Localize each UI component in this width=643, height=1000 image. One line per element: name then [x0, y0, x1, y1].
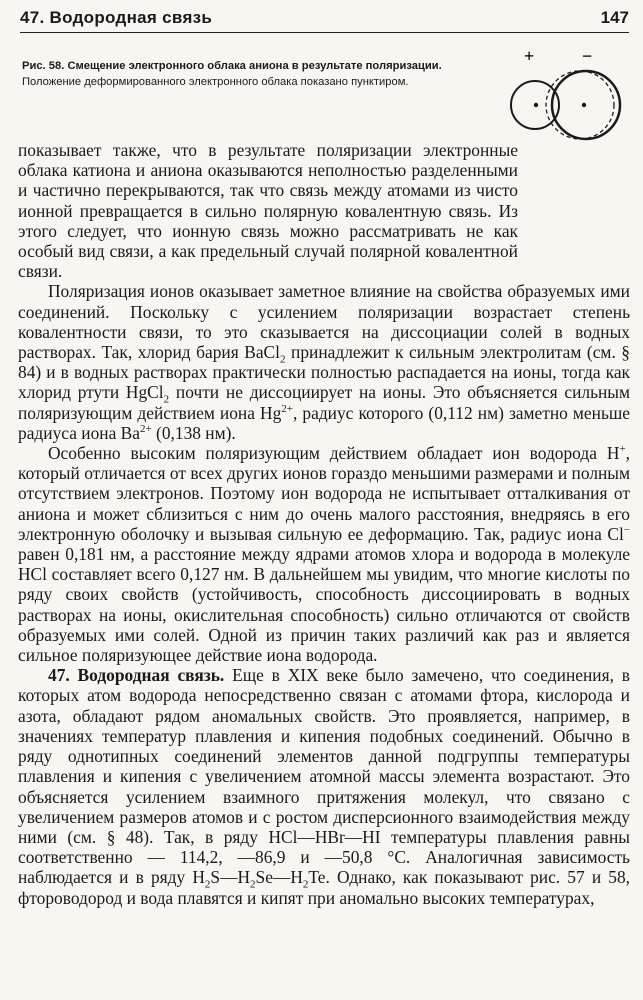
- caption-note: Положение деформированного электронного облака показано пунктиром.: [22, 75, 409, 88]
- body-text: [18, 140, 630, 908]
- section-title: 47. Водородная связь: [20, 8, 213, 27]
- deformed-cloud-dashed: [546, 71, 614, 139]
- paragraph-2: Поляризация ионов оказывает заметное влияние на свойства образуемых ими соединений. Поскольку с усилением поляризации возрастает степень ковалентности связи, то это сказывается на диссоциации солей в водных растворах. Так, хлорид бария BaCl$_2$ принадлежит к сильным электролитам (см. § 84) и в водных растворах практически полностью распадается на ионы, тогда как хлорид ртути HgCl$_2$ почти не диссоциирует на ионы. Это объясняется сильным поляризующим действием иона $Hg^{2+}$, радиус которого (0,112 нм) заметно меньше радиуса иона $Ba^{2+}$ (0,138 нм).: [18, 281, 631, 443]
- paragraph-3: Особенно высоким поляризующим действием обладает ион водорода H+, который отличается от всех других ионов гораздо меньшими размерами и полным отсутствием электронов. Поэтому ион водорода не испытывает отталкивания от аниона и может сблизиться с ним до очень малого расстояния, внедряясь в его электронную оболочку и вызывая сильную ее деформацию. Так, радиус иона Cl− равен 0,181 нм, а расстояние между ядрами атомов хлора и водорода в молекуле HCl составляет всего 0,127 нм. В дальнейшем мы увидим, что многие кислоты по ряду своих свойств (устойчивость, способность диссоциировать в водных растворах на ионы, окислительная способность) сильно отличаются от свойств образуемых ими солей. Одной из причин таких различий как раз и является сильное поляризующее действие иона водорода.: [18, 443, 630, 666]
- paragraph-4: 47. Водородная связь. Еще в XIX веке было замечено, что соединения, в которых атом водорода непосредственно связан с атомами фтора, кислорода и азота, обладают рядом аномальных свойств. Это проявляется, например, в значениях температур плавления и кипения подобных соединений. Обычно в ряду однотипных соединений элементов данной подгруппы температуры плавления и кипения с увеличением атомной массы элемента возрастают. Это объясняется усилением взаимного притяжения молекул, что связано с увеличением размеров атомов и с ростом дисперсионного взаимодействия между ними (см. § 48). Так, в ряду HCl—HBr—HI температуры плавления равны соответственно — 114,2, —86,9 и —50,8 °C. Аналогичная зависимость наблюдается и в ряду $H_2S—H_2Se—H_2Te$. Однако, как показывают рис. 57 и 58, фтороводород и вода плавятся и кипят при аномально высоких температурах,: [18, 665, 630, 908]
- section-heading: 47. Водородная связь.: [48, 665, 225, 686]
- cation-nucleus: [534, 103, 538, 107]
- minus-sign: −: [582, 46, 593, 66]
- page-number: 147: [600, 8, 629, 27]
- running-header: [20, 4, 629, 33]
- paragraph-1: показывает также, что в результате поляризации электронные облака катиона и аниона оказываются неполностью разделенными и частично перекрываются, так что связь между атомами из чисто ионной превращается в сильно полярную ковалентную связь. Из этого следует, что ионную связь можно рассматривать не как особый вид связи, а как предельный случай полярной ковалентной связи.: [18, 140, 518, 282]
- anion-nucleus: [582, 103, 586, 107]
- caption-title: Рис. 58. Смещение электронного облака аниона в результате поляризации.: [22, 60, 442, 72]
- figure-caption: [22, 60, 492, 88]
- plus-sign: +: [524, 46, 535, 66]
